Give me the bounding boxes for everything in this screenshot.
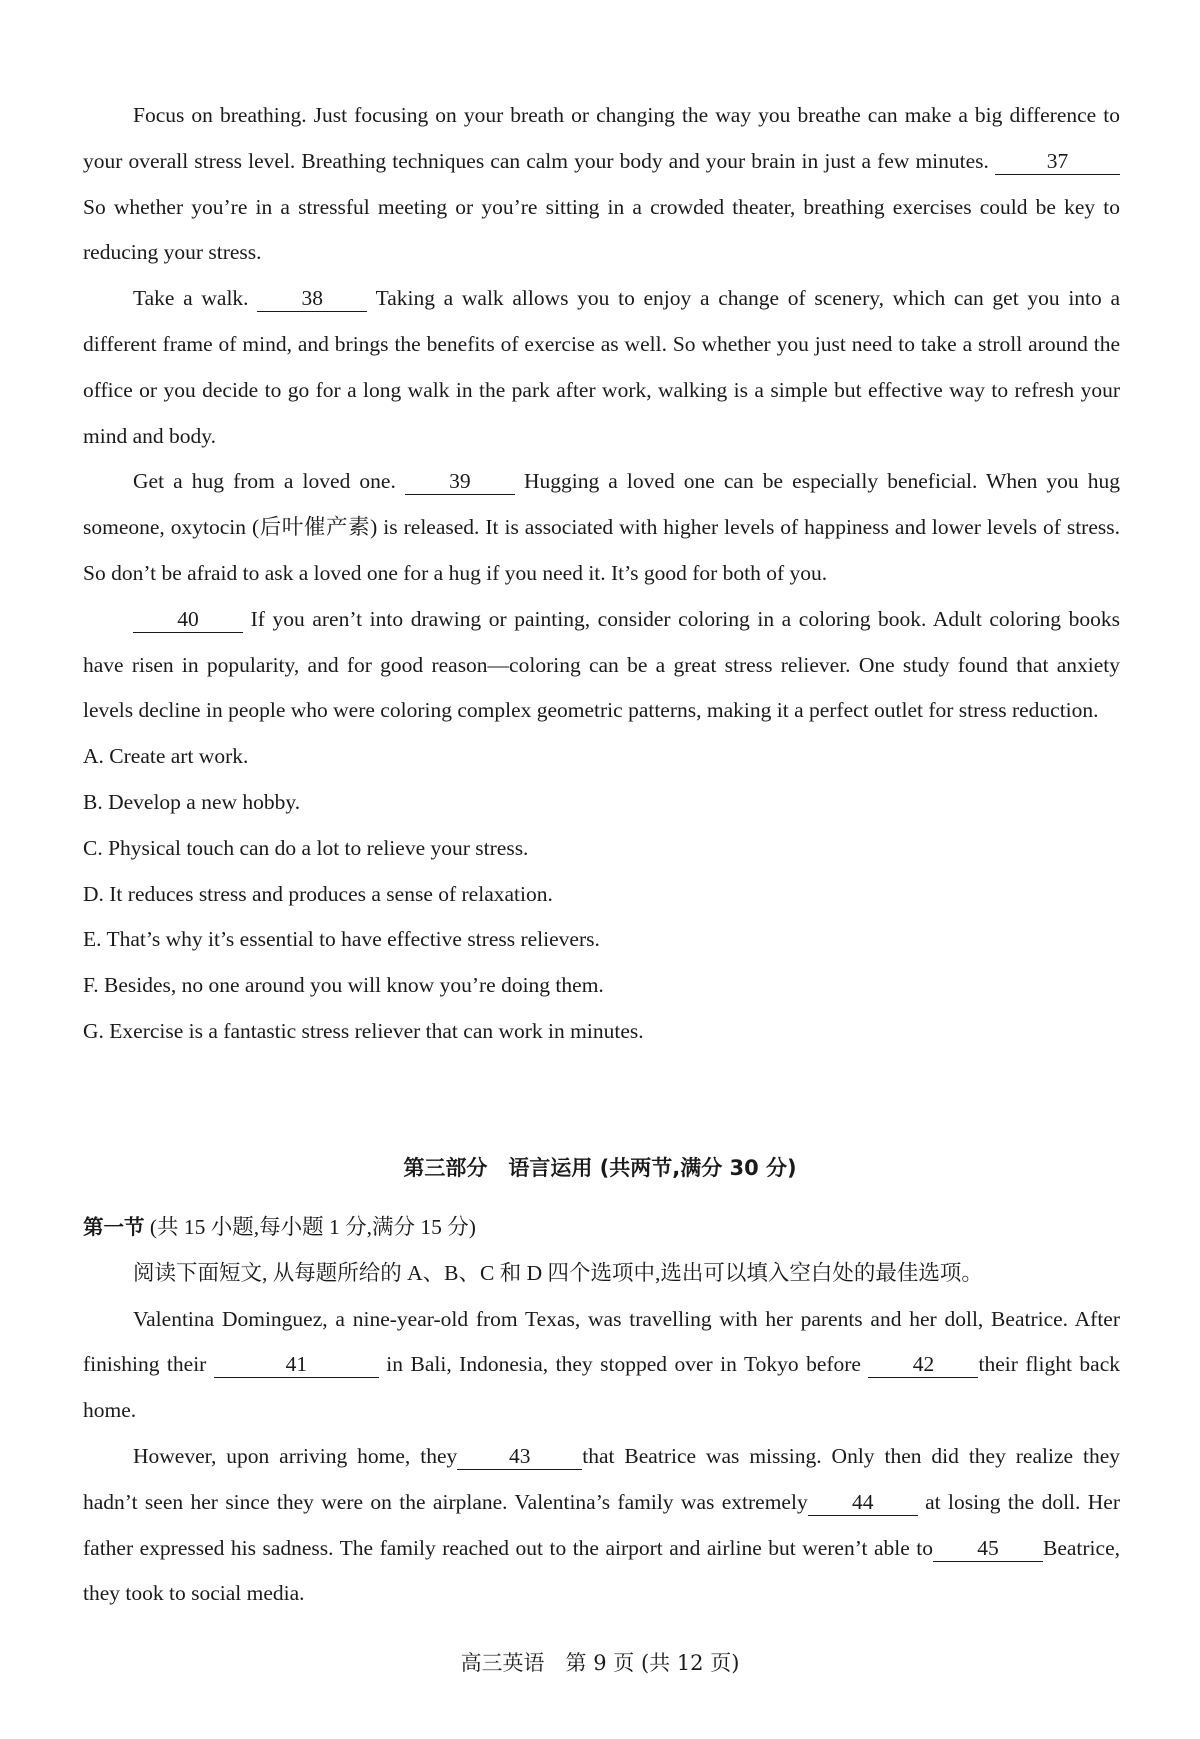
blank-45: 45 [933, 1535, 1043, 1562]
section-one-heading [83, 1205, 1120, 1251]
paragraph-text: at losing the doll. Her father expressed his sadness. The family reached out to the airport and airline but weren’t able to [83, 1489, 1120, 1560]
option-d: D. It reduces stress and produces a sense of relaxation. [83, 881, 553, 906]
blank-44: 44 [808, 1489, 918, 1516]
paragraph-text: Take a walk. [133, 286, 249, 311]
reading-passage [83, 93, 1120, 1055]
paragraph-text: Get a hug from a loved one. [133, 469, 396, 494]
blank-41: 41 [214, 1351, 379, 1378]
blank-40: 40 [133, 606, 243, 633]
paragraph-text: Taking a walk allows you to enjoy a change of scenery, which can get you into a different frame of mind, and brings the benefits of exercise as well. So whether you just need to take a stroll around the office or you decide to go for a long walk in the park after work, walking is a simple but effective way to refresh your mind and body. [83, 286, 1120, 448]
paragraph-text: their flight back home. [83, 1352, 1120, 1423]
page-footer: 高三英语 第 9 页 (共 12 页) [460, 1651, 740, 1675]
blank-43: 43 [457, 1443, 582, 1470]
section-one-lead: 第一节 [83, 1215, 145, 1239]
blank-38: 38 [257, 285, 367, 312]
paragraph-text: that Beatrice was missing. Only then did they realize they hadn’t seen her since they were on the airplane. Valentina’s family was extremely [83, 1443, 1120, 1514]
option-e: E. That’s why it’s essential to have effective stress relievers. [83, 927, 600, 952]
cloze-instruction: 阅读下面短文, 从每题所给的 A、B、C 和 D 四个选项中,选出可以填入空白处的最佳选项。 [133, 1260, 983, 1285]
paragraph-text: If you aren’t into drawing or painting, consider coloring in a coloring book. Adult coloring books have risen in popularity, and for good reason—coloring can be a great stress reliever. One study found that anxiety levels decline in people who were coloring complex geometric patterns, making it a perfect outlet for stress reduction. [83, 606, 1120, 723]
option-b: B. Develop a new hobby. [83, 789, 301, 814]
paragraph-37 [83, 93, 1120, 276]
cloze-paragraph-2 [83, 1434, 1120, 1617]
paragraph-38 [83, 276, 1120, 459]
cloze-paragraph-1 [83, 1297, 1120, 1434]
option-c: C. Physical touch can do a lot to relieve your stress. [83, 835, 529, 860]
option-a: A. Create art work. [83, 744, 249, 769]
paragraph-text: Valentina Dominguez, a nine-year-old from Texas, was travelling with her parents and her doll, Beatrice. After finishing their [83, 1306, 1120, 1377]
section-one-scoring: (共 15 小题,每小题 1 分,满分 15 分) [144, 1215, 476, 1239]
blank-39: 39 [405, 468, 515, 495]
blank-37: 37 [995, 148, 1120, 175]
paragraph-40 [83, 597, 1120, 734]
blank-42: 42 [868, 1351, 978, 1378]
paragraph-text: Focus on breathing. Just focusing on your breath or changing the way you breathe can make a big difference to your overall stress level. Breathing techniques can calm your body and your brain in just a few minutes. [83, 103, 1120, 173]
paragraph-39 [83, 459, 1120, 596]
paragraph-text: So whether you’re in a stressful meeting or you’re sitting in a crowded theater, breathing exercises could be key to reducing your stress. [83, 194, 1120, 265]
option-g: G. Exercise is a fantastic stress reliever that can work in minutes. [83, 1018, 644, 1043]
cloze-section [83, 1205, 1120, 1617]
paragraph-text: However, upon arriving home, they [133, 1443, 458, 1468]
part-three-title: 第三部分 语言运用 (共两节,满分 30 分) [403, 1156, 797, 1180]
option-f: F. Besides, no one around you will know you’re doing them. [83, 973, 604, 998]
paragraph-text: Beatrice, they took to social media. [83, 1535, 1120, 1606]
paragraph-text: Hugging a loved one can be especially beneficial. When you hug someone, oxytocin (后叶催产素) is released. It is associated with higher levels of happiness and lower levels of stress. So don’t be afraid to ask a loved one for a hug if you need it. It’s good for both of you. [83, 469, 1121, 585]
paragraph-text: in Bali, Indonesia, they stopped over in Tokyo before [386, 1352, 861, 1377]
